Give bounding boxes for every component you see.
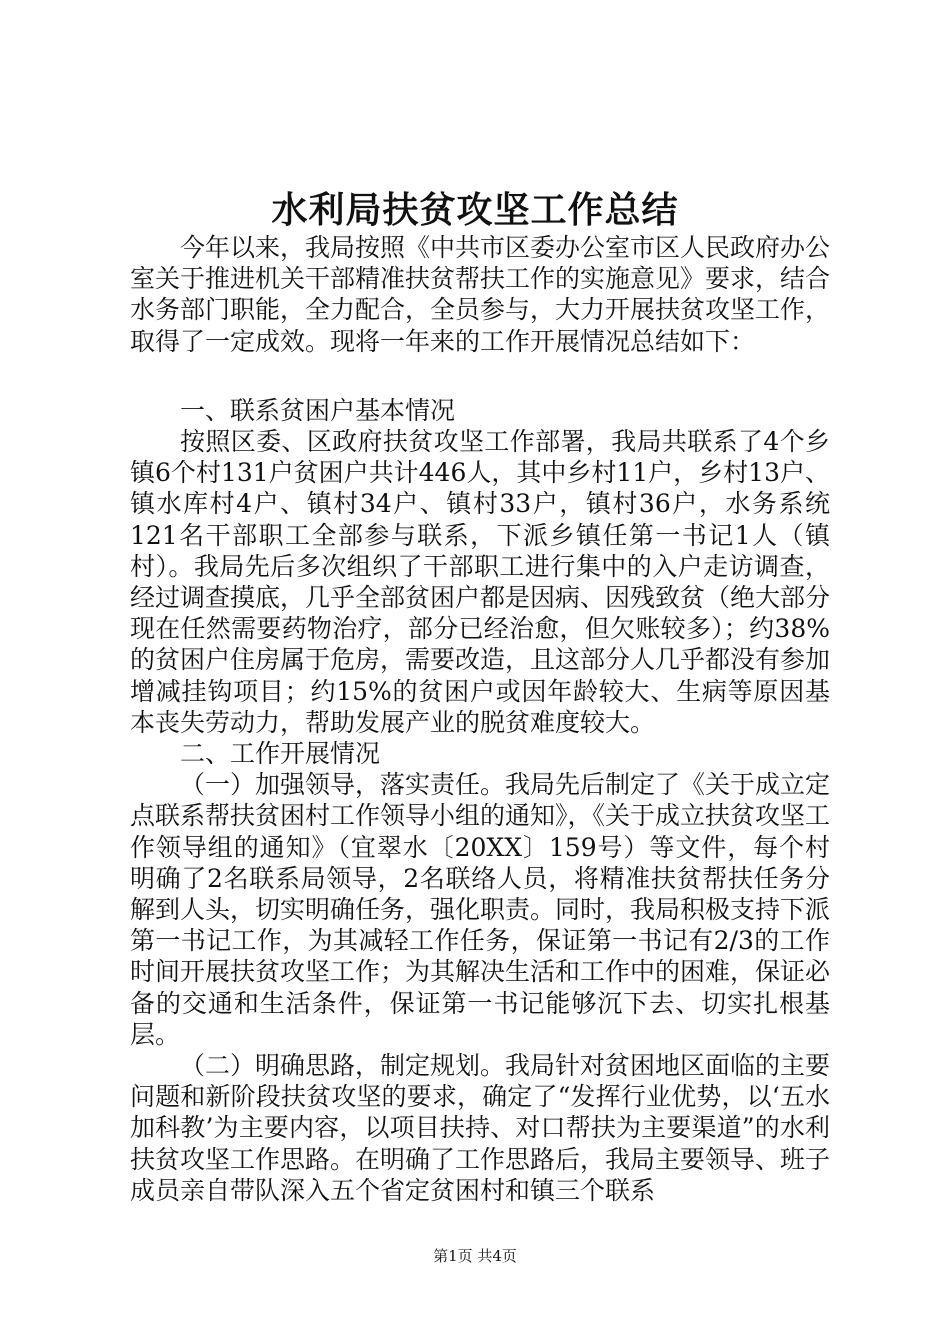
subsection-1-paragraph: （一）加强领导，落实责任。我局先后制定了《关于成立定点联系帮扶贫困村工作领导小组的通知》，《关于成立扶贫攻坚工作领导组的通知》（宜翠水〔20XX〕159号）等文件，每个村明确了2名联系局领导，2名联络人员，将精准扶贫帮扶任务分解到人头，切实明确任务，强化职责。同时，我局积极支持下派第一书记工作，为其减轻工作任务，保证第一书记有2/3的工作时间开展扶贫攻坚工作；为其解决生活和工作中的困难，保证必备的交通和生活条件，保证第一书记能够沉下去、切实扎根基层。: [130, 770, 831, 1049]
intro-paragraph: 今年以来，我局按照《中共市区委办公室市区人民政府办公室关于推进机关干部精准扶贫帮扶工作的实施意见》要求，结合水务部门职能，全力配合，全员参与，大力开展扶贫攻坚工作，取得了一定成效。现将一年来的工作开展情况总结如下：: [130, 233, 831, 356]
page-footer: 第1页 共4页: [433, 1247, 517, 1265]
paragraph-gap: [130, 357, 830, 395]
document-title: 水利局扶贫攻坚工作总结: [271, 189, 679, 231]
section-heading-2: 二、工作开展情况: [180, 739, 381, 769]
section-heading-1: 一、联系贫困户基本情况: [180, 395, 456, 425]
section-1-paragraph: 按照区委、区政府扶贫攻坚工作部署，我局共联系了4个乡镇6个村131户贫困户共计446人，其中乡村11户，乡村13户、镇水库村4户、镇村34户、镇村33户，镇村36户，水务系统121名干部职工全部参与联系，下派乡镇任第一书记1人（镇村）。我局先后多次组织了干部职工进行集中的入户走访调查，经过调查摸底，几乎全部贫困户都是因病、因残致贫（绝大部分现在任然需要药物治疗，部分已经治愈，但欠账较多）；约38%的贫困户住房属于危房，需要改造，且这部分人几乎都没有参加增减挂钩项目；约15%的贫困户或因年龄较大、生病等原因基本丧失劳动力，帮助发展产业的脱贫难度较大。: [130, 427, 831, 737]
subsection-2-paragraph: （二）明确思路，制定规划。我局针对贫困地区面临的主要问题和新阶段扶贫攻坚的要求，确定了“发挥行业优势，以‘五水加科教’为主要内容，以项目扶持、对口帮扶为主要渠道”的水利扶贫攻坚工作思路。在明确了工作思路后，我局主要领导、班子成员亲自带队深入五个省定贫困村和镇三个联系: [130, 1051, 831, 1205]
document-body: [130, 232, 830, 1206]
